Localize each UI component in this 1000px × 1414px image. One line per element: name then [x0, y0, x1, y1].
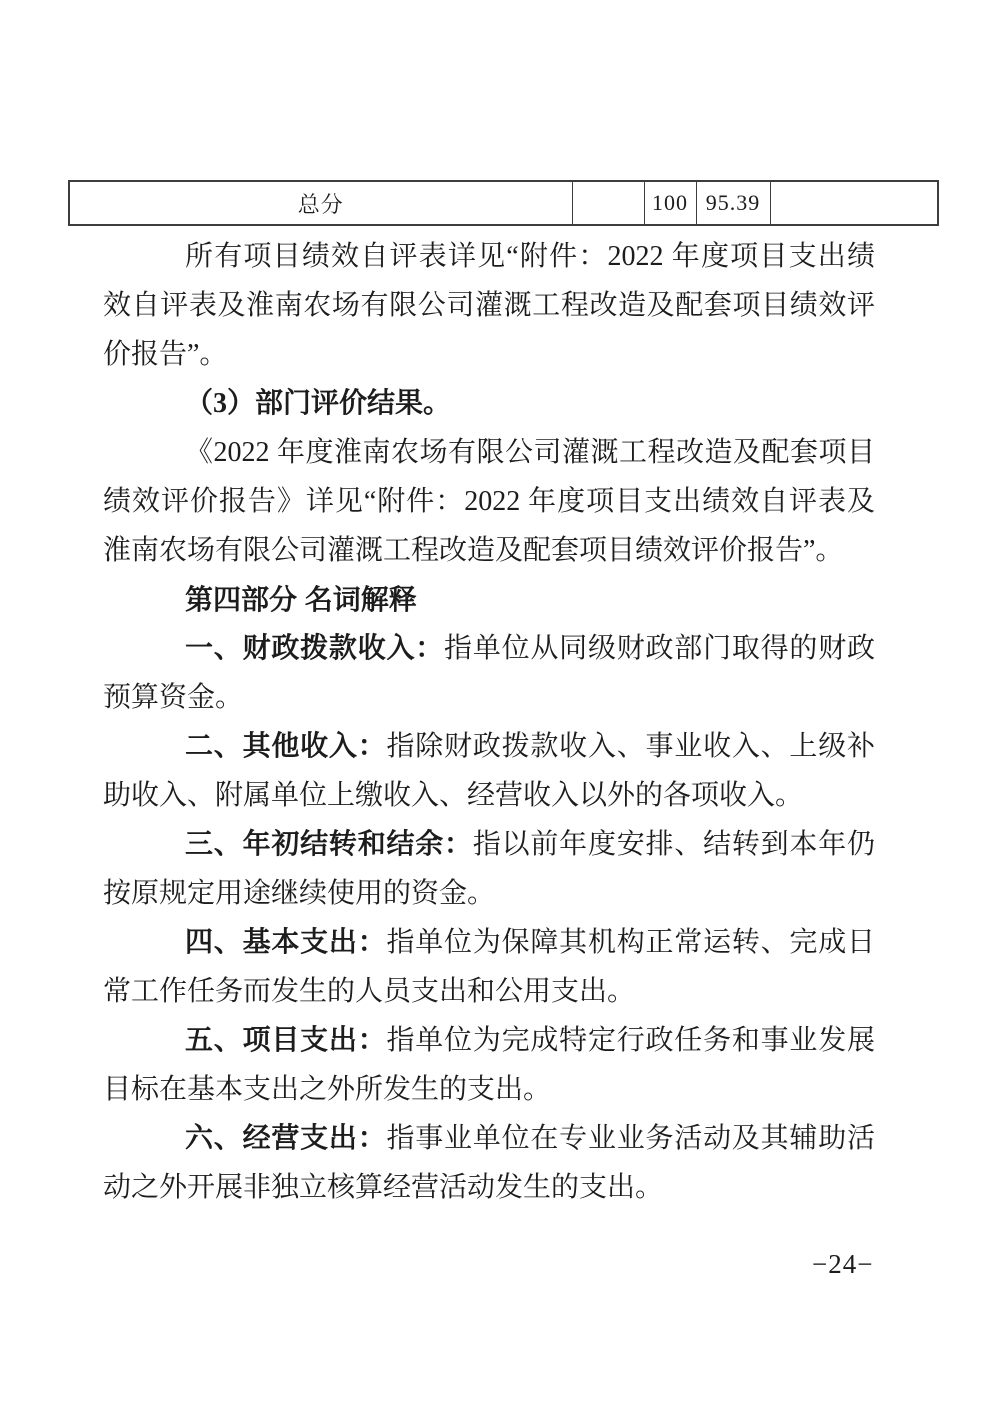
term-label: 五、项目支出：	[185, 1025, 387, 1056]
term-definition: 指单位为保障其机构正常运转、完成日常工作任务而发生的人员支出和公用支出。	[103, 927, 875, 1007]
paragraph-dept-eval-report: 《2022 年度淮南农场有限公司灌溉工程改造及配套项目绩效评价报告》详见“附件：2022 年度项目支出绩效自评表及淮南农场有限公司灌溉工程改造及配套项目绩效评价报告”。	[103, 437, 875, 566]
table-cell-total-label: 总分	[69, 181, 572, 225]
table-cell-empty-2	[770, 181, 938, 225]
term-label: 三、年初结转和结余：	[185, 829, 473, 860]
page-number: −24−	[812, 1249, 874, 1279]
term-item-basic-expenditure	[103, 918, 875, 1016]
score-table	[68, 180, 939, 226]
table-cell-actual-score: 95.39	[696, 181, 770, 225]
score-table-row	[69, 181, 938, 225]
term-definition: 指单位从同级财政部门取得的财政预算资金。	[103, 633, 875, 713]
term-definition: 指除财政拨款收入、事业收入、上级补助收入、附属单位上缴收入、经营收入以外的各项收入。	[103, 731, 875, 811]
term-label: 四、基本支出：	[185, 927, 387, 958]
table-cell-max-score: 100	[644, 181, 696, 225]
term-item-other-income	[103, 722, 875, 820]
table-cell-empty-1	[572, 181, 644, 225]
term-definition: 指事业单位在专业业务活动及其辅助活动之外开展非独立核算经营活动发生的支出。	[103, 1123, 875, 1203]
term-label: 一、财政拨款收入：	[185, 633, 445, 664]
term-label: 六、经营支出：	[185, 1123, 387, 1154]
term-item-fiscal-appropriation-income	[103, 624, 875, 722]
heading-dept-eval-result: （3）部门评价结果。	[185, 388, 452, 419]
section-title-part4-glossary: 第四部分 名词解释	[185, 584, 417, 615]
term-item-operating-expenditure	[103, 1114, 875, 1212]
term-label: 二、其他收入：	[185, 731, 387, 762]
term-item-carryover-balance	[103, 820, 875, 918]
term-item-project-expenditure	[103, 1016, 875, 1114]
paragraph-self-eval-note: 所有项目绩效自评表详见“附件：2022 年度项目支出绩效自评表及淮南农场有限公司灌溉工程改造及配套项目绩效评价报告”。	[103, 241, 875, 370]
term-definition: 指单位为完成特定行政任务和事业发展目标在基本支出之外所发生的支出。	[103, 1025, 875, 1105]
document-body	[103, 232, 875, 1212]
term-definition: 指以前年度安排、结转到本年仍按原规定用途继续使用的资金。	[103, 829, 875, 909]
